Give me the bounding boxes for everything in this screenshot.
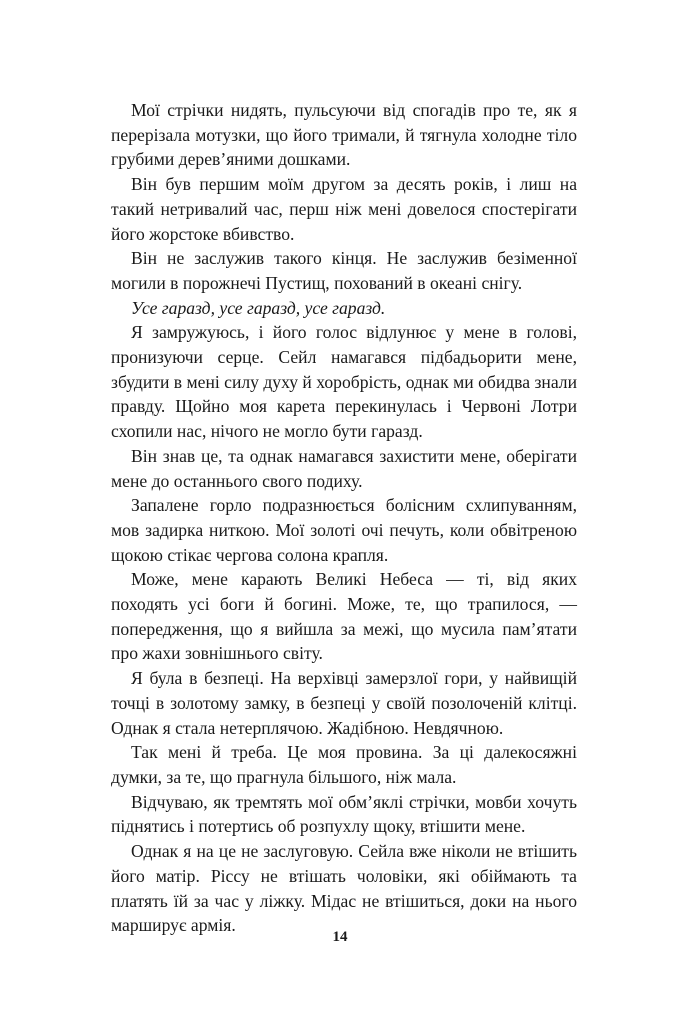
paragraph-4-italic: Усе гаразд, усе гаразд, усе гаразд. [131,297,386,318]
paragraph-7: Запалене горло подразнюється болісним схлипуванням, мов задирка ниткою. Мої золоті очі печуть, коли обвітреною щокою стікає чергова солона крапля. [111,495,577,565]
page-number: 14 [332,929,348,945]
paragraph-12: Однак я на це не заслуговую. Сейла вже ніколи не втішить його матір. Ріссу не втішать чоловіки, які обіймають та платять їй за час у ліжку. Мідас не втішиться, доки на нього марширує армія. [111,841,577,936]
paragraph-2: Він був першим моїм другом за десять років, і лиш на такий нетривалий час, перш ніж мені довелося спостерігати його жорстоке вбивство. [111,174,577,244]
paragraph-1: Мої стрічки нидять, пульсуючи від спогадів про те, як я перерізала мотузки, що його тримали, й тягнула холодне тіло грубими дерев’яними дошками. [111,100,577,170]
paragraph-8: Може, мене карають Великі Небеса — ті, від яких походять усі боги й богині. Може, те, що трапилося, — попередження, що я вийшла за межі, що мусила пам’ятати про жахи зовнішнього світу. [111,569,577,664]
paragraph-11: Відчуваю, як тремтять мої обм’яклі стрічки, мовби хочуть піднятись і потертись об розпухлу щоку, втішити мене. [111,791,577,837]
paragraph-3: Він не заслужив такого кінця. Не заслужив безіменної могили в порожнечі Пустищ, похований в океані снігу. [111,248,577,293]
paragraph-6: Він знав це, та однак намагався захистити мене, оберігати мене до останнього свого подиху. [111,445,577,491]
paragraph-5: Я замружуюсь, і його голос відлунює у мене в голові, пронизуючи серце. Сейл намагався підбадьорити мене, збудити в мені силу духу й хоробрість, однак ми обидва знали правду. Щойно моя карета перекинулась і Червоні Лотри схопили нас, нічого не могло бути гаразд. [111,322,577,442]
paragraph-9: Я була в безпеці. На верхівці замерзлої гори, у найвищій точці в золотому замку, в безпеці у своїй позолоченій клітці. Однак я стала нетерплячою. Жадібною. Невдячною. [111,668,577,738]
body-text [111,98,577,938]
paragraph-10: Так мені й треба. Це моя провина. За ці далекосяжні думки, за те, що прагнула більшого, ніж мала. [111,742,577,787]
